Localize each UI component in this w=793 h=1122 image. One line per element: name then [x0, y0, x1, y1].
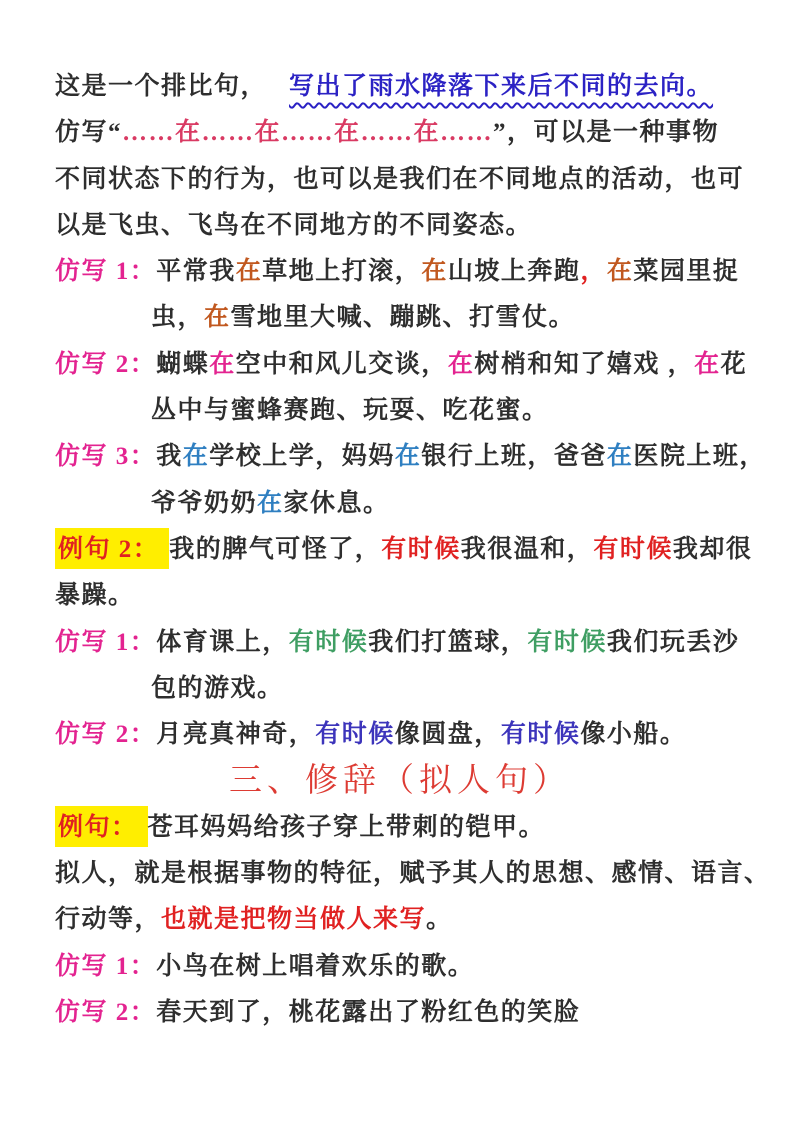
text-segment: 有时候: [527, 628, 607, 656]
text-segment: 仿写 2：: [55, 998, 157, 1026]
lijv2-fangxie2-line-1: [55, 712, 745, 758]
text-segment: 银行上班，爸爸: [421, 443, 607, 471]
text-segment: 菜园里捉: [633, 258, 740, 286]
text-segment: 医院上班，: [633, 443, 766, 471]
fangxie3-line-2: [55, 481, 745, 527]
fangxie2-line-1: [55, 342, 748, 388]
lijv2-fangxie1-line-2: [55, 666, 745, 712]
text-segment: 在: [421, 258, 448, 286]
text-segment: 在: [694, 350, 721, 378]
text-segment: 有时候: [288, 628, 369, 656]
lijv2-line-1: [55, 527, 753, 573]
text-segment: 仿写“: [55, 119, 123, 147]
text-segment: 学校上学，妈妈: [209, 443, 395, 471]
text-segment: 像圆盘，: [394, 721, 501, 749]
text-segment: 我们玩丢沙: [606, 628, 740, 656]
text-segment: 不同状态下的行为，也可以是我们在不同地点的活动，也可: [55, 165, 745, 193]
text-segment: 仿写 1：: [55, 258, 157, 286]
text-segment: 仿写 3：: [55, 443, 157, 471]
text-segment: 苍耳妈妈给孩子穿上带刺的铠甲。: [147, 813, 546, 841]
niren-fangxie2-line-1: [55, 990, 745, 1036]
text-segment: 小鸟在树上唱着欢乐的歌。: [156, 952, 475, 980]
intro-line-4: [55, 203, 745, 249]
text-segment: 行动等，: [55, 906, 162, 934]
text-segment: 空中和风儿交谈，: [235, 350, 448, 378]
text-segment: 三、修辞（拟人句）: [229, 763, 571, 800]
text-segment: 在: [235, 258, 263, 286]
fangxie2-line-2: [55, 388, 745, 434]
text-segment: 爷爷奶奶: [151, 489, 258, 517]
text-segment: 以是飞虫、飞鸟在不同地方的不同姿态。: [55, 211, 533, 239]
text-segment: 家休息。: [283, 489, 390, 517]
text-segment: ”，可以是一种事物: [493, 119, 720, 147]
text-segment: 虫，: [151, 304, 205, 332]
text-segment: 丛中与蜜蜂赛跑、玩耍、吃花蜜。: [151, 397, 549, 425]
text-segment: 山坡上奔跑: [447, 258, 581, 286]
text-segment: 在: [182, 443, 210, 471]
text-segment: 我: [156, 443, 183, 471]
text-segment: 拟人，就是根据事物的特征，赋予其人的思想、感情、语言、: [55, 860, 771, 888]
text-segment: 树梢和知了嬉戏 ，: [474, 350, 695, 378]
intro-line-2: [55, 110, 745, 156]
text-segment: 在: [209, 350, 236, 378]
text-segment: 月亮真神奇，: [156, 721, 316, 749]
fangxie3-line-1: [55, 434, 766, 480]
text-segment: 仿写 1：: [55, 952, 157, 980]
fangxie1-line-1: [55, 249, 745, 295]
text-segment: 仿写 2：: [55, 350, 157, 378]
section-title: [55, 758, 745, 804]
text-segment: 平常我: [156, 258, 236, 286]
text-segment: 我很温和，: [460, 535, 594, 563]
highlighted-label: 例句 2：: [55, 528, 169, 569]
text-segment: 有时候: [500, 721, 581, 749]
text-segment: 这是一个排比句，: [55, 73, 268, 100]
text-segment: 也就是把物当做人来写: [161, 906, 427, 934]
text-segment: 体育课上，: [156, 628, 289, 656]
text-segment: 有时候: [381, 535, 461, 563]
text-segment: 在: [447, 350, 475, 378]
niren-lijv-line-1: [55, 805, 745, 851]
text-segment: 在: [257, 489, 284, 517]
niren-def-line-2: [55, 897, 745, 943]
niren-fangxie1-line-1: [55, 944, 745, 990]
fangxie1-line-2: [55, 295, 745, 341]
text-segment: ……在……在……在……在……: [122, 119, 494, 147]
text-segment: 像小船。: [580, 721, 687, 749]
text-segment: 花: [720, 350, 748, 378]
text-segment: 在: [606, 258, 634, 286]
text-segment: 我的脾气可怪了，: [169, 535, 382, 563]
text-segment: 有时候: [593, 535, 673, 563]
lijv2-fangxie1-line-1: [55, 620, 745, 666]
text-segment: 在: [204, 304, 231, 332]
intro-line-3: [55, 157, 745, 203]
text-segment: 春天到了，桃花露出了粉红色的笑脸: [156, 998, 581, 1026]
text-segment: ，: [580, 258, 607, 286]
text-segment: 暴躁。: [55, 582, 135, 610]
text-segment: 我们打篮球，: [368, 628, 528, 656]
text-segment: 仿写 1：: [55, 628, 157, 656]
intro-line-1: [55, 64, 745, 110]
niren-def-line-1: [55, 851, 771, 897]
text-segment: 仿写 2：: [55, 721, 157, 749]
text-segment: 写出了雨水降落下来后不同的去向。: [289, 73, 714, 100]
text-segment: 蝴蝶: [156, 350, 210, 378]
text-segment: 在: [606, 443, 634, 471]
text-segment: 草地上打滚，: [262, 258, 422, 286]
text-segment: 。: [426, 906, 453, 934]
text-segment: 有时候: [315, 721, 395, 749]
text-segment: 我却很: [672, 535, 753, 563]
lijv2-line-2: [55, 573, 745, 619]
text-segment: 包的游戏。: [151, 674, 284, 702]
text-segment: 在: [394, 443, 422, 471]
text-segment: 雪地里大喊、蹦跳、打雪仗。: [230, 304, 576, 332]
highlighted-label: 例句：: [55, 806, 148, 847]
